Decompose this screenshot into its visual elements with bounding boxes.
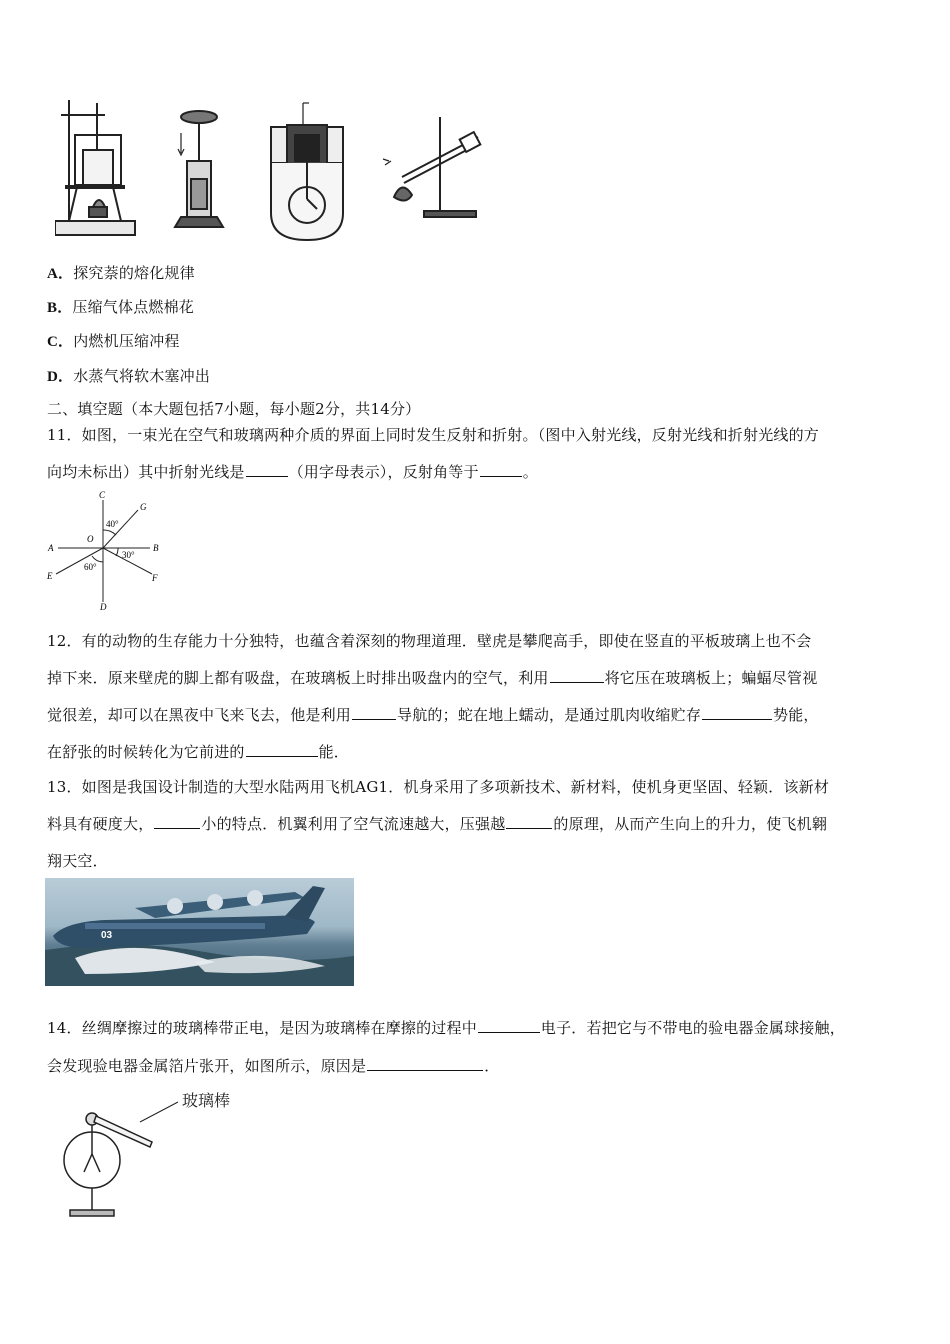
answer-blank[interactable] [246, 462, 288, 477]
answer-blank[interactable] [367, 1056, 483, 1071]
angle-30: 30° [122, 550, 135, 560]
option-letter: B． [47, 300, 73, 316]
q11-line-1: 11．如图，一束光在空气和玻璃两种介质的界面上同时发生反射和折射。（图中入射光线，反射光线和折射光线的方 [47, 426, 819, 444]
q14-line-1 [47, 1017, 845, 1038]
text: 觉很差，却可以在黑夜中飞来飞去，他是利用 [47, 706, 352, 724]
label-d: D [100, 602, 107, 612]
apparatus-figures [55, 95, 495, 245]
q12-line-3 [47, 704, 819, 725]
glass-rod-label: 玻璃棒 [182, 1091, 231, 1110]
text: 导航的；蛇在地上蠕动，是通过肌肉收缩贮存 [397, 706, 702, 724]
answer-blank[interactable] [478, 1018, 540, 1033]
text: ． [484, 1057, 500, 1075]
text: 料具有硬度大， [47, 815, 154, 833]
text: 能． [318, 743, 350, 761]
naphthalene-melting-apparatus [55, 100, 135, 235]
text: （用字母表示），反射角等于 [288, 463, 479, 481]
q13-line-3: 翔天空． [47, 852, 108, 870]
angle-40: 40° [106, 519, 119, 529]
label-g: G [140, 502, 147, 512]
label-pointer [140, 1102, 178, 1122]
option-text: 探究萘的熔化规律 [73, 264, 195, 282]
angle-arc [103, 530, 116, 535]
q13-line-1: 13．如图是我国设计制造的大型水陆两用飞机AG1．机身采用了多项新技术、新材料，使机身更坚固、轻颖．该新材 [47, 778, 830, 796]
q12-line-1: 12．有的动物的生存能力十分独特，也蕴含着深刻的物理道理．壁虎是攀爬高手，即使在竖直的平板玻璃上也不会 [47, 632, 812, 650]
text: 在舒张的时候转化为它前进的 [47, 743, 245, 761]
aircraft-marking: 03 [101, 930, 113, 941]
option-text: 水蒸气将软木塞冲出 [73, 367, 211, 385]
electroscope-diagram [60, 1086, 260, 1226]
text: 14．丝绸摩擦过的玻璃棒带正电，是因为玻璃棒在摩擦的过程中 [47, 1019, 477, 1037]
q13-line-2 [47, 813, 827, 834]
label-a: A [48, 543, 54, 553]
text: 小的特点．机翼利用了空气流速越大，压强越 [201, 815, 506, 833]
metal-foil [92, 1154, 100, 1172]
section-title: 二、填空题（本大题包括7小题，每小题2分，共14分） [47, 400, 421, 418]
answer-blank[interactable] [550, 668, 604, 683]
q14-line-2 [47, 1055, 499, 1076]
label-f: F [152, 573, 158, 583]
text: 会发现验电器金属箔片张开，如图所示，原因是 [47, 1057, 367, 1075]
q11-line-2 [47, 461, 538, 482]
option-text: 内燃机压缩冲程 [73, 332, 180, 350]
engine-cylinder [271, 103, 343, 240]
angle-60: 60° [84, 562, 97, 572]
option-letter: D． [47, 369, 74, 385]
option-b [47, 296, 194, 317]
air-compression-cylinder [175, 111, 223, 227]
label-c: C [99, 490, 106, 500]
answer-blank[interactable] [702, 705, 772, 720]
q12-line-2 [47, 667, 817, 688]
text: 电子．若把它与不带电的验电器金属球接触， [540, 1019, 845, 1037]
label-o: O [87, 534, 94, 544]
q12-line-4 [47, 741, 349, 762]
amphibious-aircraft-photo [45, 878, 354, 986]
option-c [47, 330, 180, 351]
text: 的原理，从而产生向上的升力，使飞机翱 [553, 815, 828, 833]
answer-blank[interactable] [154, 814, 200, 829]
option-letter: A． [47, 266, 74, 282]
answer-blank[interactable] [352, 705, 396, 720]
answer-blank[interactable] [480, 462, 522, 477]
option-text: 压缩气体点燃棉花 [72, 298, 195, 316]
label-b: B [153, 543, 159, 553]
steam-cork-apparatus [383, 117, 480, 217]
metal-foil [84, 1154, 92, 1172]
label-e: E [47, 571, 53, 581]
light-refraction-diagram [42, 490, 172, 614]
answer-blank[interactable] [506, 814, 552, 829]
angle-arc [116, 548, 118, 556]
ray-og [103, 510, 138, 548]
answer-blank[interactable] [246, 742, 318, 757]
text: 。 [522, 463, 538, 481]
text: 将它压在玻璃板上；蝙蝠尽管视 [604, 669, 818, 687]
stand-base [70, 1210, 114, 1216]
text: 向均未标出）其中折射光线是 [47, 463, 245, 481]
text: 掉下来．原来壁虎的脚上都有吸盘，在玻璃板上时排出吸盘内的空气，利用 [47, 669, 549, 687]
text: 势能， [773, 706, 819, 724]
option-a [47, 262, 195, 283]
option-d [47, 365, 210, 386]
aircraft-illustration [45, 878, 354, 986]
option-letter: C． [47, 334, 74, 350]
